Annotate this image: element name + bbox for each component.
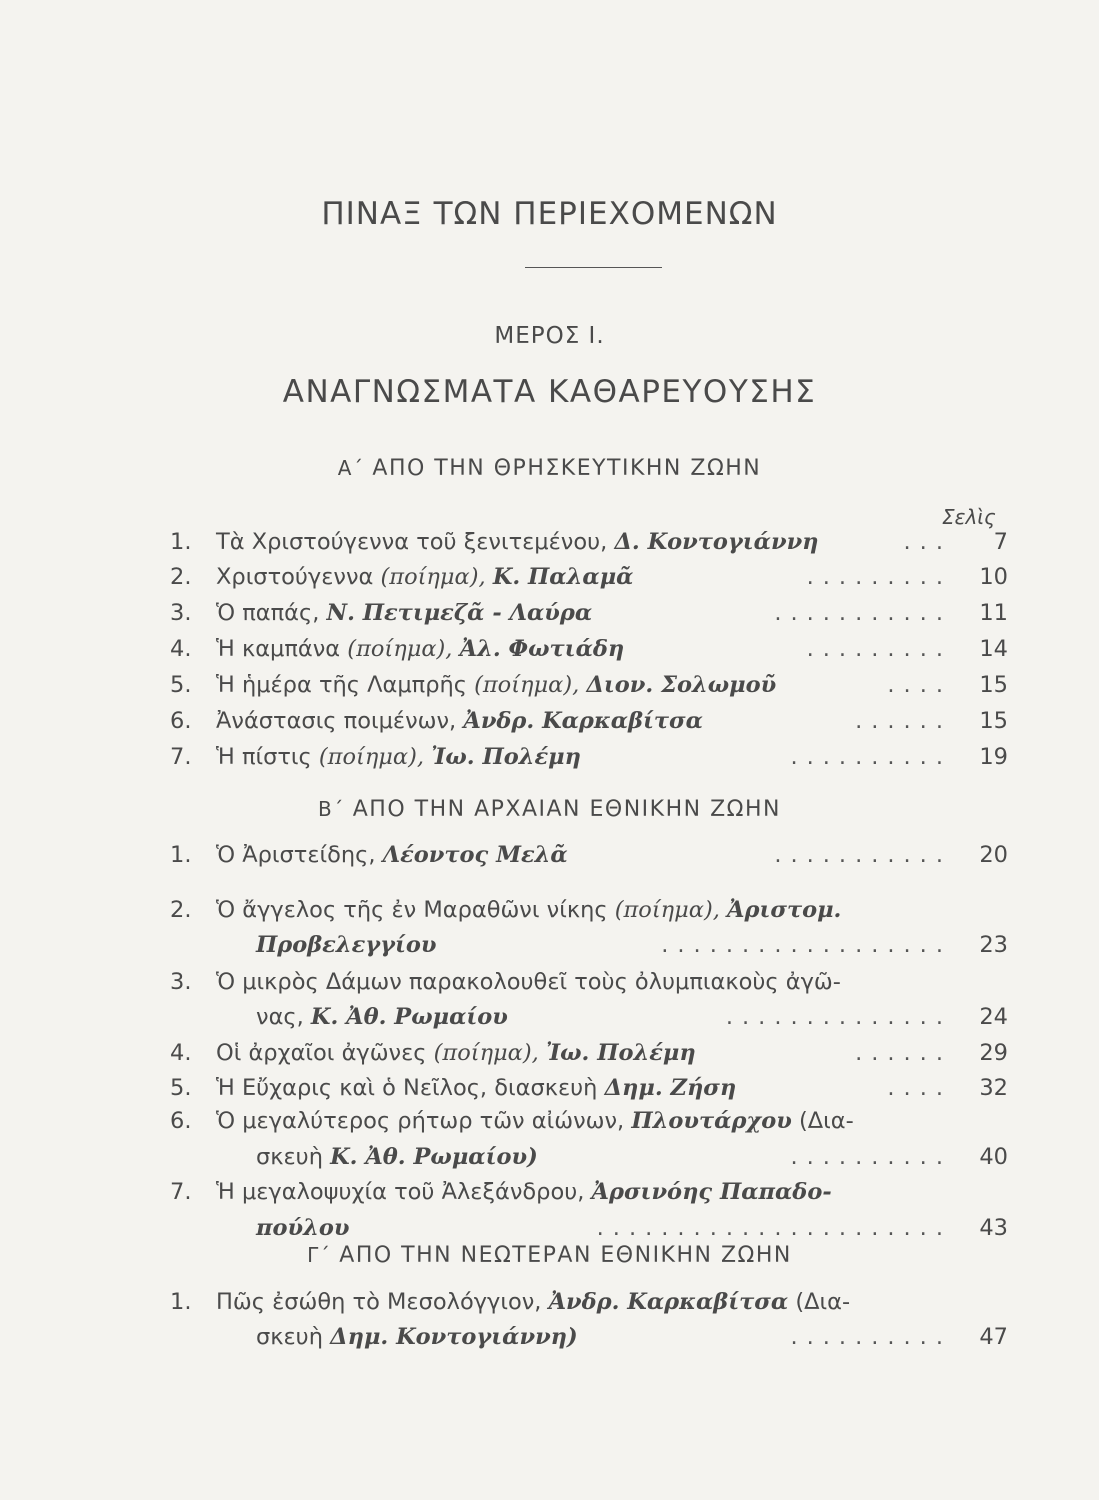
dot-leader: .... — [887, 672, 952, 698]
entry-text: Ἀνάστασις ποιμένων, — [216, 708, 464, 734]
entry-text: νας, — [256, 1004, 311, 1030]
entry-page-number: 20 — [979, 842, 1008, 868]
entry-text: Ὁ ἄγγελος τῆς ἐν Μαραθῶνι νίκης — [216, 897, 615, 923]
section-title: ΑΠΟ ΤΗΝ ΝΕΩΤΕΡΑΝ ΕΘΝΙΚΗΝ ΖΩΗΝ — [339, 1243, 792, 1268]
entry-text: Πῶς ἐσώθη τὸ Μεσολόγγιον, — [216, 1289, 549, 1315]
dot-leader: ......... — [806, 636, 952, 662]
toc-entry — [170, 740, 1008, 774]
toc-entry — [170, 1104, 1008, 1138]
toc-entry — [170, 1036, 1008, 1070]
entry-page-number: 40 — [979, 1144, 1008, 1170]
entry-title — [216, 1285, 850, 1319]
section-letter: Α΄ — [337, 456, 365, 480]
dot-leader: ... — [903, 529, 952, 555]
entry-page-number: 15 — [979, 672, 1008, 698]
section-title: ΑΠΟ ΤΗΝ ΘΡΗΣΚΕΥΤΙΚΗΝ ΖΩΗΝ — [372, 456, 762, 481]
title-divider — [525, 267, 662, 268]
entry-page-number: 14 — [979, 636, 1008, 662]
toc-entry — [170, 965, 1008, 999]
entry-text: Τὰ Χριστούγεννα τοῦ ξενιτεμένου, — [216, 529, 615, 555]
entry-note: (ποίημα), — [433, 1040, 546, 1066]
entry-author: Ἀλ. Φωτιάδη — [459, 636, 625, 662]
entry-text: Ἡ Εὔχαρις καὶ ὁ Νεῖλος, διασκευὴ — [216, 1075, 605, 1101]
entry-author: πούλου — [256, 1215, 350, 1241]
entry-page-number: 43 — [979, 1215, 1008, 1241]
entry-author: Δημ. Ζήση — [604, 1075, 737, 1101]
entry-note: (ποίημα), — [318, 744, 432, 770]
entry-author: Πλουτάρχου — [631, 1108, 792, 1134]
entry-author: Διον. Σολωμοῦ — [586, 672, 777, 698]
entry-author: Ν. Πετιμεζᾶ - Λαύρα — [326, 600, 593, 626]
toc-entry — [170, 632, 1008, 666]
page-title: ΠΙΝΑΞ ΤΩΝ ΠΕΡΙΕΧΟΜΕΝΩΝ — [321, 196, 778, 232]
section-letter: Γ΄ — [307, 1243, 332, 1267]
toc-entry — [170, 1285, 1008, 1319]
entry-number: 5. — [170, 672, 192, 698]
toc-entry — [170, 1071, 1008, 1105]
entry-continuation: (Δια- — [791, 1108, 854, 1134]
toc-entry — [170, 928, 1008, 962]
dot-leader: .......... — [790, 1144, 952, 1170]
dot-leader: ...... — [855, 708, 952, 734]
entry-author: Κ. Παλαμᾶ — [492, 564, 634, 590]
entry-number: 1. — [170, 1289, 192, 1315]
dot-leader: .... — [887, 1075, 952, 1101]
entry-text: Οἱ ἀρχαῖοι ἀγῶνες — [216, 1040, 434, 1066]
entry-text: σκευὴ — [256, 1144, 331, 1170]
dot-leader: .................. — [661, 932, 952, 958]
entry-author: Ἰω. Πολέμη — [431, 744, 582, 770]
entry-text: Ὁ μικρὸς Δάμων παρακολουθεῖ τοὺς ὀλυμπιακοὺς ἀγῶ- — [216, 969, 841, 995]
entry-author: Δ. Κοντογιάννη — [614, 529, 819, 555]
part-subtitle: ΑΝΑΓΝΩΣΜΑΤΑ ΚΑΘΑΡΕΥΟΥΣΗΣ — [282, 374, 817, 410]
entry-note: (ποίημα), — [614, 897, 728, 923]
toc-entry — [170, 838, 1008, 872]
dot-leader: ........... — [774, 842, 952, 868]
entry-note: (ποίημα), — [380, 564, 493, 590]
entry-number: 7. — [170, 1179, 192, 1205]
entry-author: Λέοντος Μελᾶ — [382, 842, 568, 868]
entry-page-number: 24 — [979, 1004, 1008, 1030]
entry-text: Ἡ καμπάνα — [216, 636, 348, 662]
toc-entry — [170, 1211, 1008, 1245]
section-letter: Β΄ — [318, 797, 345, 821]
entry-author: Ἀρσινόης Παπαδο- — [591, 1179, 832, 1205]
toc-entry — [170, 668, 1008, 702]
dot-leader: ........... — [774, 600, 952, 626]
dot-leader: .......... — [790, 1324, 952, 1350]
toc-entry — [170, 1140, 1008, 1174]
entry-note: (ποίημα), — [347, 636, 460, 662]
entry-number: 7. — [170, 744, 192, 770]
entry-text: σκευὴ — [256, 1324, 331, 1350]
pages-column-label: Σελὶς — [942, 505, 996, 529]
entry-title — [216, 893, 841, 927]
entry-continuation: (Δια- — [788, 1289, 851, 1315]
entry-text: Ἡ ἡμέρα τῆς Λαμπρῆς — [216, 672, 475, 698]
toc-entry — [170, 1175, 1008, 1209]
section-heading-a — [0, 456, 1099, 481]
toc-entry — [170, 704, 1008, 738]
dot-leader: .......... — [790, 744, 952, 770]
entry-author: Ἀνδρ. Καρκαβίτσα — [463, 708, 703, 734]
section-heading-b — [0, 797, 1099, 822]
entry-author: Δημ. Κοντογιάννη) — [330, 1324, 578, 1350]
entry-text: Ἡ πίστις — [216, 744, 319, 770]
entry-page-number: 11 — [979, 600, 1008, 626]
entry-number: 4. — [170, 636, 192, 662]
toc-entry — [170, 596, 1008, 630]
section-heading-c — [0, 1243, 1099, 1268]
entry-page-number: 23 — [979, 932, 1008, 958]
entry-title — [216, 1104, 854, 1138]
entry-number: 2. — [170, 564, 192, 590]
part-label: ΜΕΡΟΣ Ι. — [494, 323, 605, 349]
dot-leader: ......... — [806, 564, 952, 590]
entry-page-number: 15 — [979, 708, 1008, 734]
toc-entry — [170, 1320, 1008, 1354]
entry-page-number: 47 — [979, 1324, 1008, 1350]
entry-number: 4. — [170, 1040, 192, 1066]
entry-number: 3. — [170, 600, 192, 626]
entry-text: Ὁ μεγαλύτερος ρήτωρ τῶν αἰώνων, — [216, 1108, 632, 1134]
entry-author: Προβελεγγίου — [256, 932, 437, 958]
entry-page-number: 10 — [979, 564, 1008, 590]
entry-number: 3. — [170, 969, 192, 995]
entry-page-number: 7 — [993, 529, 1008, 555]
entry-note: (ποίημα), — [474, 672, 587, 698]
dot-leader: ...................... — [596, 1215, 952, 1241]
entry-number: 1. — [170, 529, 192, 555]
toc-entry — [170, 893, 1008, 927]
toc-entry — [170, 560, 1008, 594]
entry-title — [216, 1175, 832, 1209]
entry-text: Ἡ μεγαλοψυχία τοῦ Ἀλεξάνδρου, — [216, 1179, 592, 1205]
entry-number: 6. — [170, 708, 192, 734]
section-title: ΑΠΟ ΤΗΝ ΑΡΧΑΙΑΝ ΕΘΝΙΚΗΝ ΖΩΗΝ — [352, 797, 781, 822]
entry-author: Ἰω. Πολέμη — [545, 1040, 696, 1066]
entry-author: Ἀριστομ. — [727, 897, 842, 923]
entry-text: Χριστούγεννα — [216, 564, 381, 590]
entry-number: 1. — [170, 842, 192, 868]
dot-leader: ...... — [855, 1040, 952, 1066]
entry-page-number: 19 — [979, 744, 1008, 770]
entry-title — [216, 965, 841, 999]
entry-author: Ἀνδρ. Καρκαβίτσα — [548, 1289, 789, 1315]
entry-number: 6. — [170, 1108, 192, 1134]
entry-number: 5. — [170, 1075, 192, 1101]
entry-text: Ὁ παπάς, — [216, 600, 327, 626]
entry-author: Κ. Ἀθ. Ρωμαίου) — [330, 1144, 538, 1170]
entry-author: Κ. Ἀθ. Ρωμαίου — [310, 1004, 508, 1030]
toc-entry — [170, 1000, 1008, 1034]
entry-text: Ὁ Ἀριστείδης, — [216, 842, 383, 868]
entry-page-number: 29 — [979, 1040, 1008, 1066]
entry-number: 2. — [170, 897, 192, 923]
entry-page-number: 32 — [979, 1075, 1008, 1101]
toc-entry — [170, 525, 1008, 559]
dot-leader: .............. — [725, 1004, 952, 1030]
